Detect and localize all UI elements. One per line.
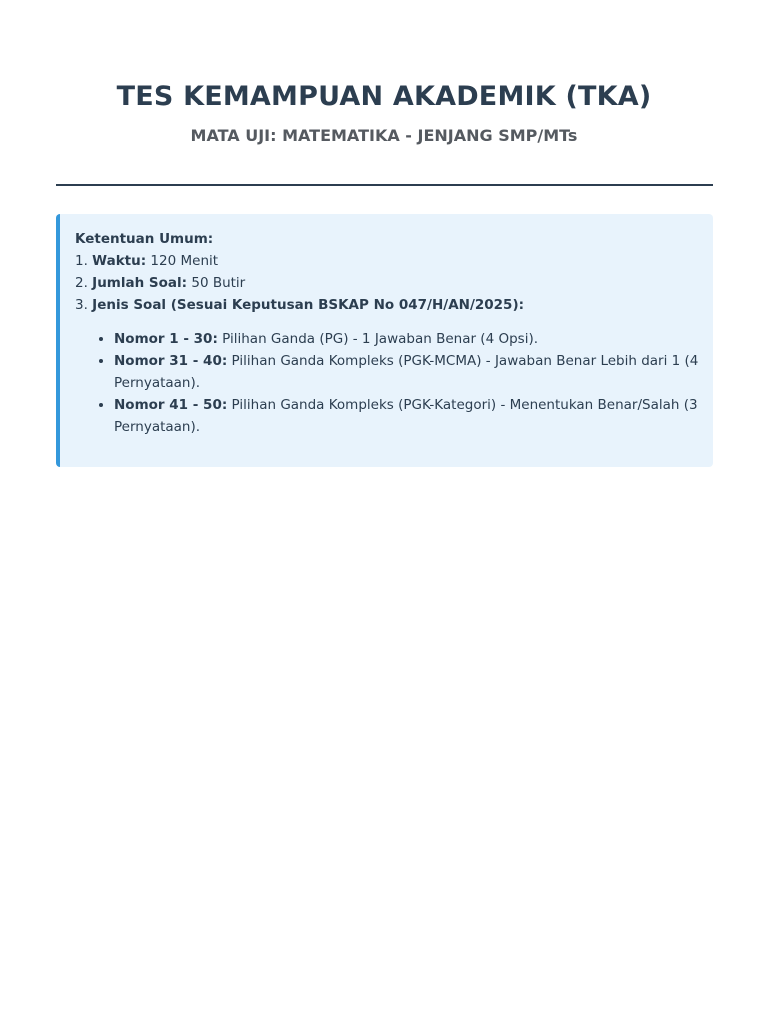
rule-label: Waktu:	[92, 253, 147, 269]
rule-value: 120 Menit	[146, 253, 219, 269]
type-range: Nomor 1 - 30:	[114, 331, 218, 347]
rule-item-count	[75, 272, 699, 294]
type-description: Pilihan Ganda Kompleks (PGK-MCMA) - Jawaban Benar Lebih dari 1 (4 Pernyataan).	[114, 353, 699, 391]
rule-label: Jumlah Soal:	[92, 275, 188, 291]
rule-label: Jenis Soal (Sesuai Keputusan BSKAP No 047/H/AN/2025):	[92, 297, 525, 313]
type-description: Pilihan Ganda (PG) - 1 Jawaban Benar (4 Opsi).	[217, 331, 538, 347]
rules-heading-text: Ketentuan Umum:	[75, 231, 214, 247]
type-range: Nomor 41 - 50:	[114, 397, 228, 413]
rule-item-time	[75, 250, 699, 272]
page-header	[56, 78, 712, 148]
page-title: TES KEMAMPUAN AKADEMIK (TKA)	[116, 81, 652, 112]
list-item	[114, 350, 699, 394]
rule-number: 2.	[75, 275, 93, 291]
question-types-list	[75, 328, 699, 438]
type-range: Nomor 31 - 40:	[114, 353, 228, 369]
type-description: Pilihan Ganda Kompleks (PGK-Kategori) - Menentukan Benar/Salah (3 Pernyataan).	[114, 397, 698, 435]
general-rules-box	[56, 214, 713, 467]
list-item	[114, 394, 699, 438]
list-item	[114, 328, 699, 350]
rule-number: 1.	[75, 253, 93, 269]
rules-heading	[75, 228, 699, 250]
header-divider	[56, 184, 713, 186]
rule-value: 50 Butir	[187, 275, 246, 291]
page-subtitle: MATA UJI: MATEMATIKA - JENJANG SMP/MTs	[190, 126, 578, 145]
rule-item-types	[75, 294, 699, 316]
rule-number: 3.	[75, 297, 93, 313]
